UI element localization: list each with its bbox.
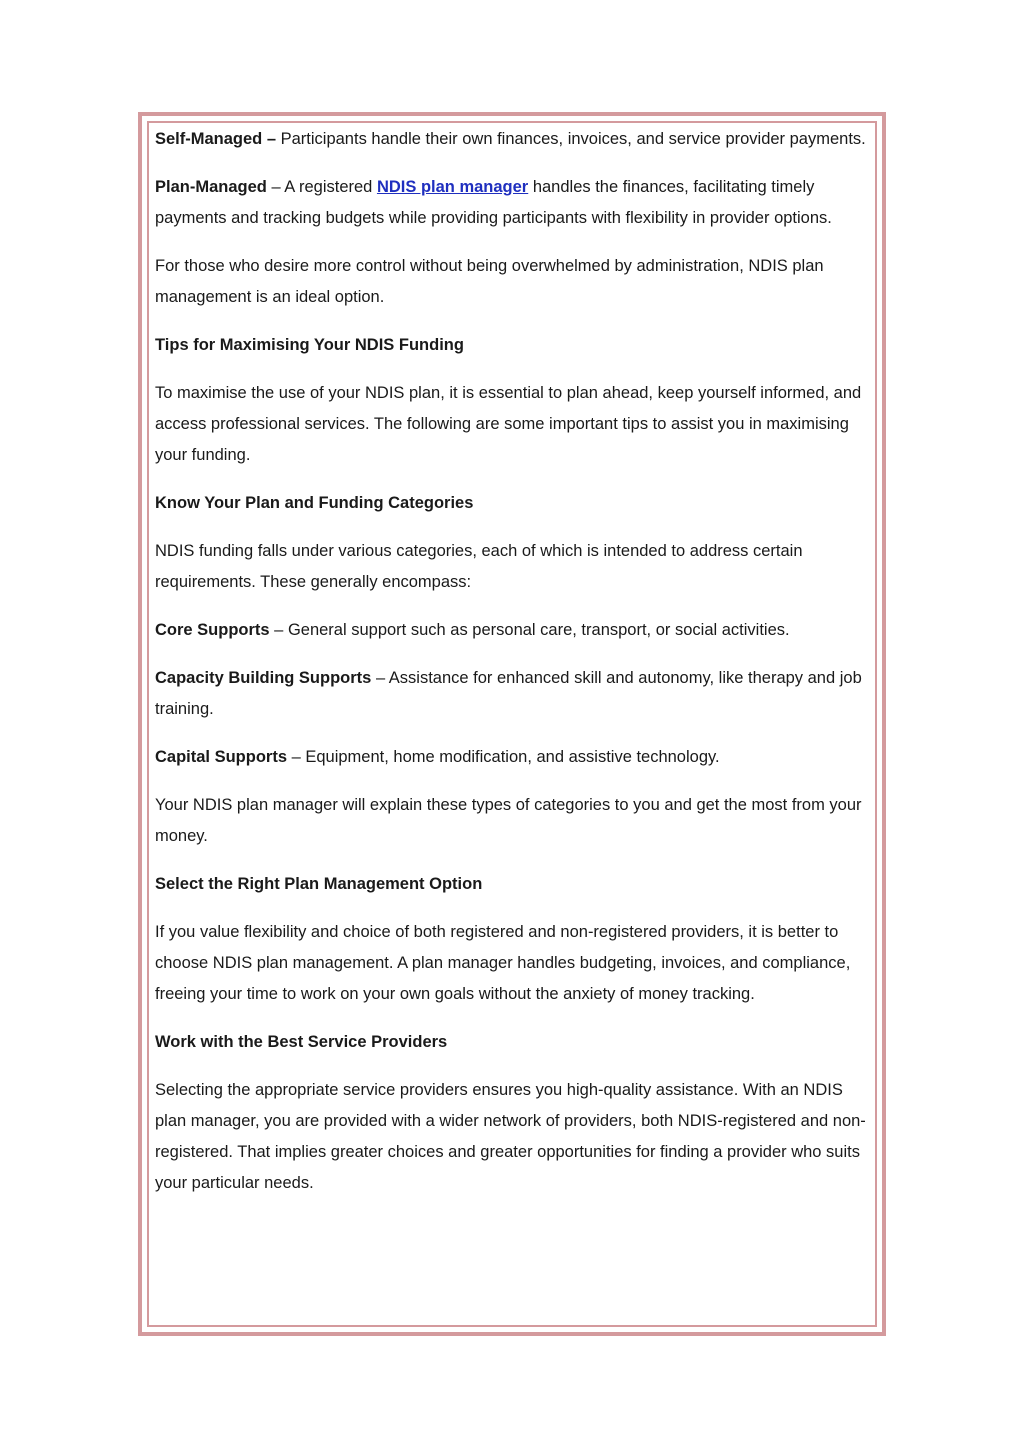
self-managed-paragraph — [155, 124, 871, 155]
select-option-heading: Select the Right Plan Management Option — [155, 875, 483, 893]
plan-managed-text-after: handles the finances, facilitating timely payments and tracking budgets while providing participants with flexibility in provider options. — [155, 178, 832, 227]
self-managed-text: Participants handle their own finances, invoices, and service provider payments. — [276, 130, 866, 148]
core-supports-term: Core Supports — [155, 621, 270, 639]
capacity-building-paragraph — [155, 663, 871, 725]
select-option-paragraph: If you value flexibility and choice of both registered and non-registered providers, it is better to choose NDIS plan management. A plan manager handles budgeting, invoices, and compliance, freeing your time to work on your own goals without the anxiety of money tracking. — [155, 923, 851, 1003]
know-plan-heading: Know Your Plan and Funding Categories — [155, 494, 474, 512]
tips-heading: Tips for Maximising Your NDIS Funding — [155, 336, 464, 354]
self-managed-term: Self-Managed – — [155, 130, 277, 148]
control-paragraph: For those who desire more control without being overwhelmed by administration, NDIS plan management is an ideal option. — [155, 257, 824, 306]
capacity-building-term: Capacity Building Supports — [155, 669, 372, 687]
plan-managed-paragraph — [155, 172, 871, 234]
capital-supports-text: – Equipment, home modification, and assistive technology. — [287, 748, 720, 766]
service-providers-paragraph: Selecting the appropriate service providers ensures you high-quality assistance. With an NDIS plan manager, you are provided with a wider network of providers, both NDIS-registered and non-registered. That implies greater choices and greater opportunities for finding a provider who suits your particular needs. — [155, 1081, 866, 1192]
plan-managed-text-before: – A registered — [266, 178, 377, 196]
capital-supports-term: Capital Supports — [155, 748, 288, 766]
plan-manager-paragraph: Your NDIS plan manager will explain these types of categories to you and get the most from your money. — [155, 796, 862, 845]
capital-supports-paragraph — [155, 742, 871, 773]
core-supports-text: – General support such as personal care, transport, or social activities. — [269, 621, 790, 639]
know-plan-paragraph: NDIS funding falls under various categories, each of which is intended to address certain requirements. These generally encompass: — [155, 542, 803, 591]
plan-managed-term: Plan-Managed — [155, 178, 267, 196]
service-providers-heading: Work with the Best Service Providers — [155, 1033, 448, 1051]
core-supports-paragraph — [155, 615, 871, 646]
tips-paragraph: To maximise the use of your NDIS plan, it is essential to plan ahead, keep yourself informed, and access professional services. The following are some important tips to assist you in maximising your funding. — [155, 384, 862, 464]
ndis-plan-manager-link[interactable]: NDIS plan manager — [376, 178, 529, 196]
capacity-building-text: – Assistance for enhanced skill and autonomy, like therapy and job training. — [155, 669, 862, 718]
document-body — [155, 124, 871, 1216]
